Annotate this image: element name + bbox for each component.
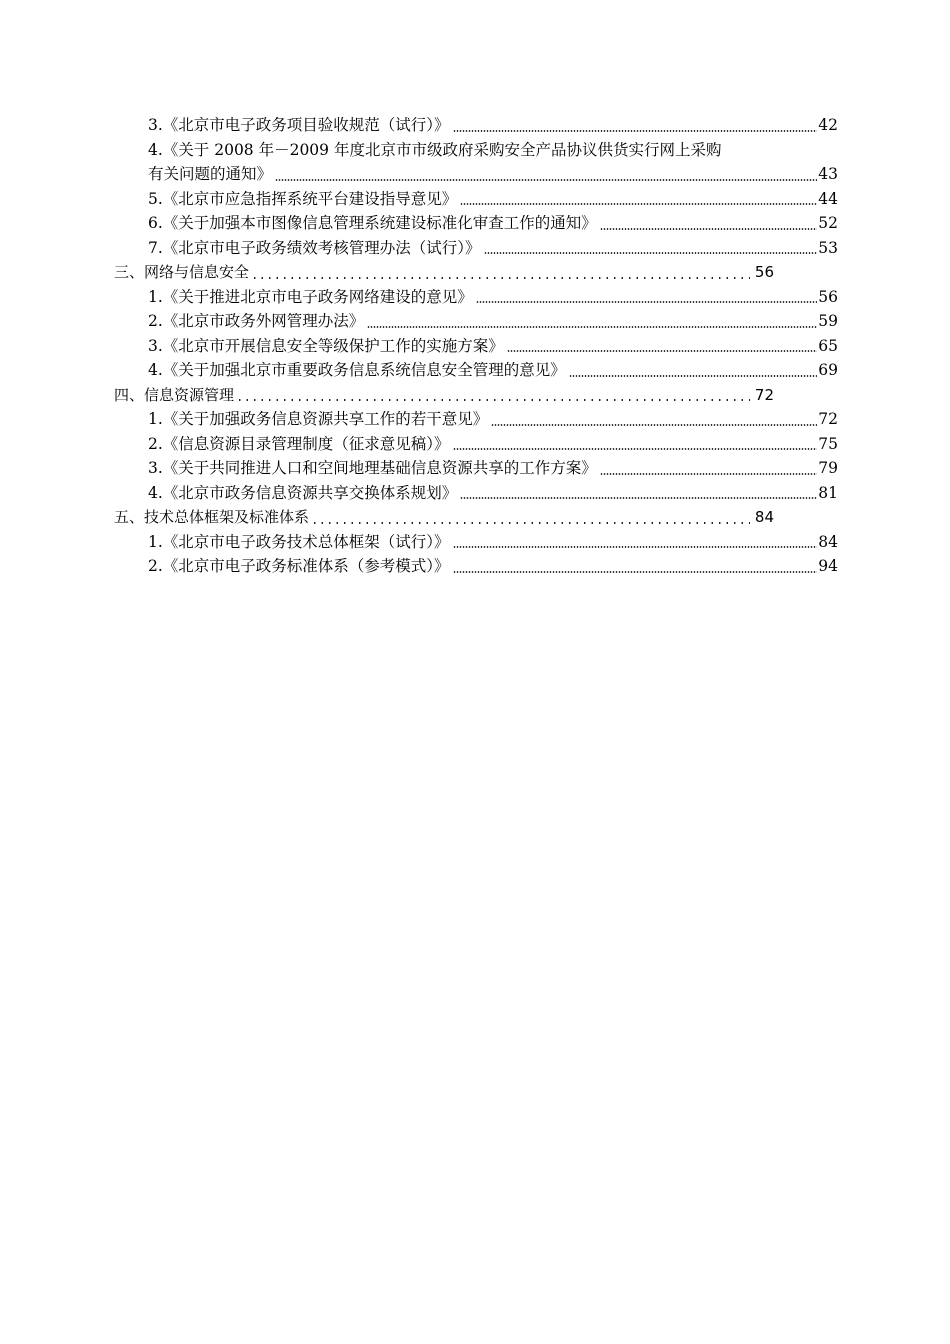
toc-entry-page: 79 [818, 459, 838, 477]
dot-leader [491, 424, 817, 426]
toc-entry[interactable] [114, 285, 838, 310]
toc-entry[interactable] [114, 481, 838, 506]
toc-entry-page: 69 [818, 361, 838, 379]
toc-entry[interactable] [114, 334, 838, 359]
toc-entry-page: 72 [818, 410, 838, 428]
toc-entry-title: 2.《信息资源目录管理制度（征求意见稿）》 [148, 434, 450, 453]
toc-entry-title-continued: 有关问题的通知》 [148, 165, 273, 183]
dot-leader [275, 179, 817, 181]
dot-leader [600, 228, 817, 230]
dot-leader [569, 375, 817, 377]
toc-section-title: 三、网络与信息安全 [114, 263, 250, 281]
toc-entry-title: 5.《北京市应急指挥系统平台建设指导意见》 [148, 189, 458, 208]
toc-section-page: 84 [754, 508, 774, 526]
toc-entry-page: 43 [818, 165, 838, 183]
toc-entry[interactable] [114, 113, 838, 138]
toc-entry-page: 42 [818, 116, 838, 134]
toc-entry[interactable] [114, 530, 838, 555]
toc-section-heading[interactable] [114, 505, 774, 530]
toc-section-heading[interactable] [114, 260, 774, 285]
toc-section-title: 四、信息资源管理 [114, 385, 235, 404]
toc-entry-page: 65 [818, 336, 838, 355]
dot-leader [460, 203, 817, 205]
toc-section-heading[interactable] [114, 383, 774, 408]
dot-leader [460, 497, 817, 499]
toc-entry-page: 53 [818, 238, 838, 257]
dot-leader [251, 277, 750, 279]
dot-leader [453, 546, 818, 548]
toc-entry[interactable] [114, 554, 838, 579]
toc-entry-title: 7.《北京市电子政务绩效考核管理办法（试行）》 [148, 238, 481, 257]
toc-entry-title: 4.《北京市政务信息资源共享交换体系规划》 [148, 483, 458, 502]
toc-entry[interactable] [114, 236, 838, 261]
toc-entry-title: 1.《北京市电子政务技术总体框架（试行）》 [148, 532, 450, 551]
toc-entry-page: 75 [818, 434, 838, 453]
toc-section-page: 56 [754, 263, 774, 281]
toc-entry-page: 59 [818, 312, 838, 330]
dot-leader [236, 399, 750, 401]
toc-entry-page: 84 [818, 532, 838, 551]
toc-entry-page: 52 [818, 214, 838, 232]
dot-leader [453, 571, 818, 573]
toc-entry[interactable] [114, 187, 838, 212]
toc-entry-title: 3.《北京市电子政务项目验收规范（试行）》 [148, 116, 450, 134]
toc-entry[interactable] [114, 407, 838, 432]
toc-entry-title: 4.《关于 2008 年－2009 年度北京市市级政府采购安全产品协议供货实行网上采购 [148, 140, 722, 159]
dot-leader [453, 448, 818, 450]
toc-entry-page: 56 [818, 287, 838, 306]
dot-leader [476, 301, 817, 303]
toc-entry[interactable] [114, 456, 838, 481]
dot-leader [484, 252, 818, 254]
toc-entry-title: 1.《关于推进北京市电子政务网络建设的意见》 [148, 287, 473, 306]
toc-section-page: 72 [754, 385, 774, 404]
toc-entry[interactable] [114, 358, 838, 383]
table-of-contents [114, 113, 838, 579]
toc-entry[interactable] [114, 309, 838, 334]
toc-entry-title: 1.《关于加强政务信息资源共享工作的若干意见》 [148, 410, 489, 428]
dot-leader [367, 326, 817, 328]
toc-entry[interactable] [114, 211, 838, 236]
toc-entry-page: 44 [818, 189, 838, 208]
toc-entry[interactable] [114, 138, 838, 187]
toc-entry-title: 3.《关于共同推进人口和空间地理基础信息资源共享的工作方案》 [148, 459, 597, 477]
toc-entry-title: 4.《关于加强北京市重要政务信息系统信息安全管理的意见》 [148, 361, 566, 379]
toc-entry-title: 6.《关于加强本市图像信息管理系统建设标准化审查工作的通知》 [148, 214, 597, 232]
toc-entry-title: 2.《北京市电子政务标准体系（参考模式）》 [148, 557, 450, 575]
toc-entry-page: 81 [818, 483, 838, 502]
toc-entry-page: 94 [818, 557, 838, 575]
toc-entry-title: 3.《北京市开展信息安全等级保护工作的实施方案》 [148, 336, 504, 355]
toc-section-title: 五、技术总体框架及标准体系 [114, 508, 310, 526]
dot-leader [600, 473, 817, 475]
dot-leader [507, 350, 817, 352]
toc-entry[interactable] [114, 432, 838, 457]
dot-leader [453, 130, 818, 132]
toc-entry-title: 2.《北京市政务外网管理办法》 [148, 312, 365, 330]
dot-leader [311, 522, 750, 524]
